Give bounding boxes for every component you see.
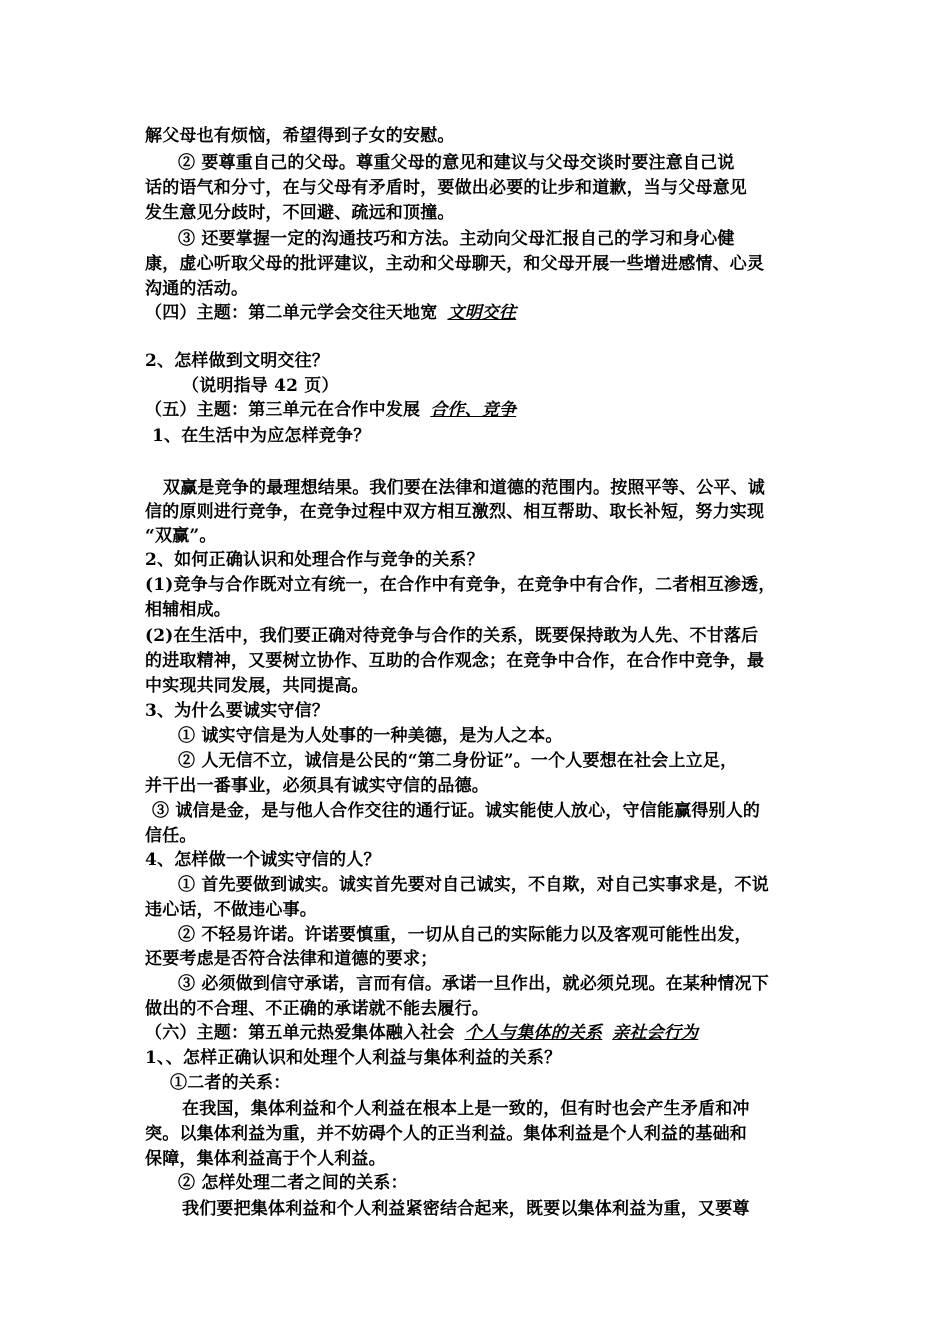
- text-line: 违心话，不做违心事。: [145, 900, 317, 920]
- text-line: ① 诚实守信是为人处事的一种美德，是为人之本。: [178, 726, 563, 746]
- section-heading-text: （四）主题：第二单元学会交往天地宽: [145, 303, 438, 323]
- text-line: 的进取精神，又要树立协作、互助的合作观念；在竞争中合作，在合作中竞争，最: [145, 651, 765, 671]
- text-line: 中实现共同发展，共同提高。: [145, 676, 369, 696]
- section-heading: [145, 301, 516, 325]
- section-heading-text: （六）主题：第五单元热爱集体融入社会: [145, 1023, 455, 1043]
- text-line: 信任。: [145, 826, 197, 846]
- text-line: （说明指导 42 页）: [182, 376, 339, 396]
- question-heading: 2、如何正确认识和处理合作与竞争的关系？: [145, 550, 484, 570]
- section-heading-topic: 文明交往: [447, 303, 517, 323]
- text-line: ③ 还要掌握一定的沟通技巧和方法。主动向父母汇报自己的学习和身心健: [178, 229, 735, 249]
- text-line: (1)竞争与合作既对立有统一，在合作中有竞争，在竞争中有合作，二者相互渗透，: [145, 575, 776, 595]
- text-line: 相辅相成。: [145, 600, 231, 620]
- text-line: ② 不轻易许诺。许诺要慎重，一切从自己的实际能力以及客观可能性出发，: [178, 925, 752, 945]
- text-line: ① 首先要做到诚实。诚实首先要对自己诚实，不自欺，对自己实事求是，不说: [178, 875, 769, 895]
- text-line: 突。以集体利益为重，并不妨碍个人的正当利益。集体利益是个人利益的基础和: [145, 1124, 747, 1144]
- text-line: 解父母也有烦恼，希望得到子女的安慰。: [145, 126, 455, 146]
- section-heading: [145, 398, 516, 422]
- text-line: ② 要尊重自己的父母。尊重父母的意见和建议与父母交谈时要注意自己说: [178, 153, 735, 173]
- text-line: 做出的不合理、不正确的承诺就不能去履行。: [145, 999, 489, 1019]
- text-line: ③ 必须做到信守承诺，言而有信。承诺一旦作出，就必须兑现。在某种情况下: [178, 974, 769, 994]
- text-line: ①二者的关系：: [170, 1073, 291, 1093]
- question-heading: 4、怎样做一个诚实守信的人？: [145, 850, 381, 870]
- section-heading-topic: 亲社会行为: [612, 1023, 699, 1043]
- text-line: 话的语气和分寸，在与父母有矛盾时，要做出必要的让步和道歉，当与父母意见: [145, 178, 747, 198]
- text-line: ③ 诚信是金，是与他人合作交往的通行证。诚实能使人放心，守信能赢得别人的: [152, 801, 761, 821]
- text-line: ② 人无信不立，诚信是公民的“第二身份证”。一个人要想在社会上立足，: [178, 751, 738, 771]
- section-heading-topic: 个人与集体的关系: [464, 1023, 603, 1043]
- text-line: 双赢是竞争的最理想结果。我们要在法律和道德的范围内。按照平等、公平、诚: [163, 478, 765, 498]
- text-line: 保障，集体利益高于个人利益。: [145, 1149, 386, 1169]
- section-heading-topic: 合作、竞争: [430, 400, 517, 420]
- question-heading: 2、怎样做到文明交往？: [145, 351, 330, 371]
- text-line: 并干出一番事业，必须具有诚实守信的品德。: [145, 776, 489, 796]
- text-line: (2)在生活中，我们要正确对待竞争与合作的关系，既要保持敢为人先、不甘落后: [145, 626, 759, 646]
- text-line: 信的原则进行竞争，在竞争过程中双方相互激烈、相互帮助、取长补短，努力实现: [145, 502, 765, 522]
- question-heading: 3、为什么要诚实守信？: [145, 701, 330, 721]
- question-heading: 1、、怎样正确认识和处理个人利益与集体利益的关系？: [145, 1048, 562, 1068]
- text-line: ② 怎样处理二者之间的关系：: [178, 1173, 408, 1193]
- section-heading-text: （五）主题：第三单元在合作中发展: [145, 400, 421, 420]
- text-line: 在我国，集体利益和个人利益在根本上是一致的，但有时也会产生矛盾和冲: [182, 1099, 750, 1119]
- text-line: 还要考虑是否符合法律和道德的要求；: [145, 949, 438, 969]
- text-line: “双赢”。: [145, 526, 217, 546]
- text-line: 康，虚心听取父母的批评建议，主动和父母聊天，和父母开展一些增进感情、心灵: [145, 254, 765, 274]
- text-line: 沟通的活动。: [145, 279, 249, 299]
- question-heading: 1、在生活中为应怎样竞争？: [152, 426, 371, 446]
- section-heading: [145, 1021, 698, 1045]
- text-line: 我们要把集体利益和个人利益紧密结合起来，既要以集体利益为重，又要尊: [182, 1199, 750, 1219]
- text-line: 发生意见分歧时，不回避、疏远和顶撞。: [145, 203, 455, 223]
